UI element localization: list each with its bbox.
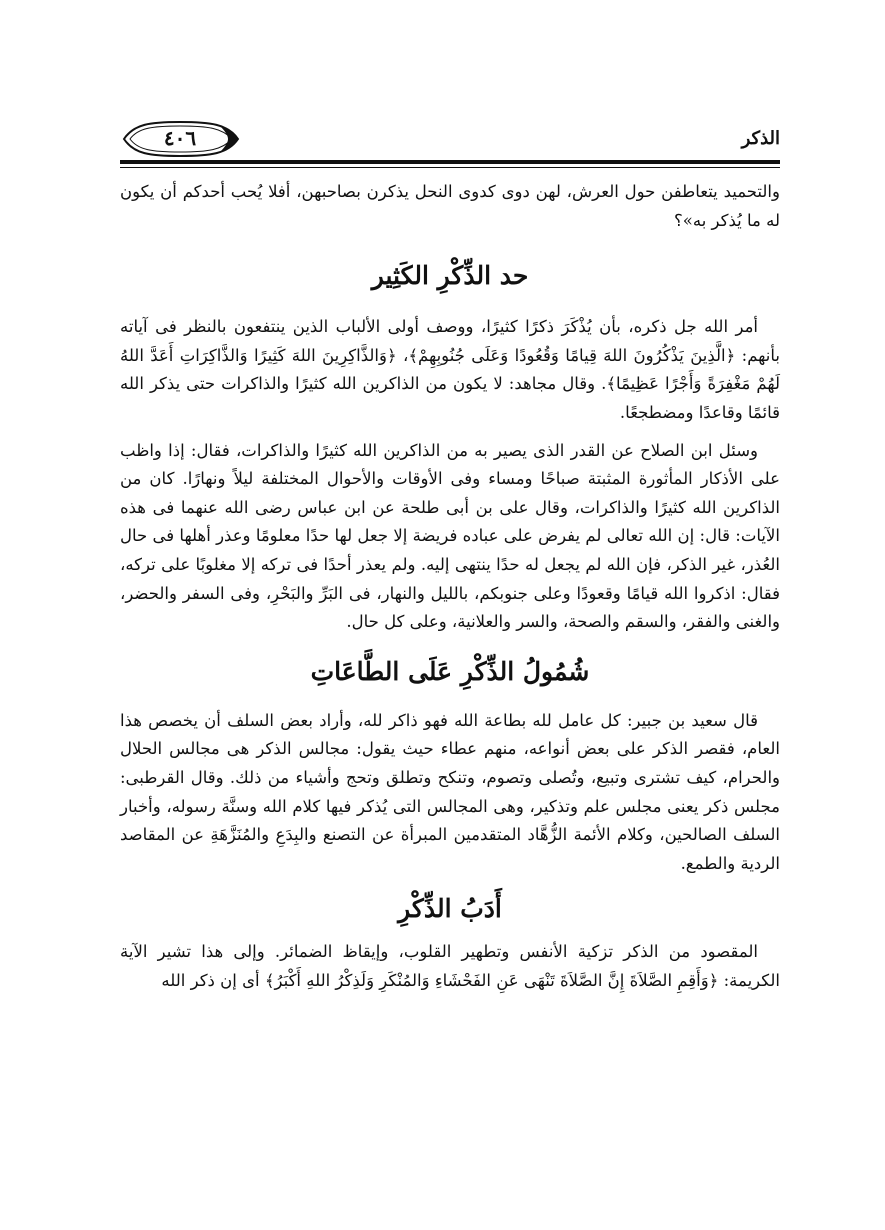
paragraph: قال سعيد بن جبير: كل عامل لله بطاعة الله فهو ذاكر لله، وأراد بعض السلف أن يخصص هذا العام، فقصر الذكر على بعض أنواعه، منهم عطاء حيث يقول: مجالس الذكر هى مجالس الحلال والحرام، كيف تشترى وتبيع، وتُصلى وتصوم، وتنكح وتطلق وتحج وأشياء من ذلك. وقال القرطبى: مجلس ذكر يعنى مجلس علم وتذكير، وهى المجالس التى يُذكر فيها كلام الله وسنَّة رسوله، وأخبار السلف الصالحين، وكلام الأئمة الزُّهَّاد المتقدمين المبرأة عن التصنع والبِدَعِ والمُنَزَّهَةِ عن المقاصد الردية والطمع. <box>120 710 780 873</box>
running-title: الذكر <box>741 128 780 149</box>
paragraph: المقصود من الذكر تزكية الأنفس وتطهير القلوب، وإيقاظ الضمائر. وإلى هذا تشير الآية الكريمة: ﴿وَأَقِمِ الصَّلاَةَ إِنَّ الصَّلاَةَ تَنْهَى عَنِ الفَحْشَاءِ وَالمُنْكَرِ وَلَذِكْرُ اللهِ أَكْبَرُ﴾ أى إن ذكر الله <box>120 942 780 990</box>
section-heading-etiquette: أَدَبُ الذِّكْرِ <box>398 894 502 924</box>
page-header <box>120 120 780 175</box>
section-heading-much-remembrance: حد الذِّكْرِ الكَثِير <box>371 261 529 291</box>
header-rule-thick <box>120 160 780 164</box>
paragraph-continued: والتحميد يتعاطفن حول العرش، لهن دوى كدوى النحل يذكرن بصاحبهن، أفلا يُحب أحدكم أن يكون له ما يُذكر به»؟ <box>120 182 780 230</box>
paragraph: أمر الله جل ذكره، بأن يُذْكَرَ ذكرًا كثيرًا، ووصف أولى الألباب الذين ينتفعون بالنظر فى آياته بأنهم: ﴿الَّذِينَ يَذْكُرُونَ اللهَ قِيامًا وَقُعُودًا وَعَلَى جُنُوبِهِمْ﴾، ﴿وَالذَّاكِرِينَ اللهَ كَثِيرًا وَالذَّاكِرَاتِ أَعَدَّ اللهُ لَهُمْ مَغْفِرَةً وَأَجْرًا عَظِيمًا﴾. وقال مجاهد: لا يكون من الذاكرين الله كثيرًا والذاكرات حتى يذكر الله قائمًا وقاعدًا ومضطجعًا. <box>120 317 780 422</box>
page-number-badge <box>120 120 240 158</box>
page-number: ٤٠٦ <box>163 126 197 150</box>
header-rule-thin <box>120 167 780 168</box>
paragraph: وسئل ابن الصلاح عن القدر الذى يصير به من الذاكرين الله كثيرًا والذاكرات، فقال: إذا واظب على الأذكار المأثورة المثبتة صباحًا ومساء وفى الأوقات والأحوال المختلفة ليلاً ونهارًا. كان من الذاكرين الله كثيرًا والذاكرات، وقال على بن أبى طلحة عن ابن عباس رضى الله عنهما فى هذه الآيات: قال: إن الله تعالى لم يفرض على عباده فريضة إلا جعل لها حدًا معلومًا وعذر أهلها فى حال العُذر، غير الذكر، فإن الله لم يجعل له حدًا ينتهى إليه. ولم يعذر أحدًا فى تركه إلا مغلوبًا على تركه، فقال: اذكروا الله قيامًا وقعودًا وعلى جنوبكم، بالليل والنهار، فى البَرِّ والبَحْرِ، وفى السفر والحضر، والغنى والفقر، والسقم والصحة، والسر والعلانية، وعلى كل حال. <box>120 440 780 632</box>
body-text <box>120 178 780 995</box>
section-heading-comprehensiveness: شُمُولُ الذِّكْرِ عَلَى الطَّاعَاتِ <box>310 656 590 686</box>
